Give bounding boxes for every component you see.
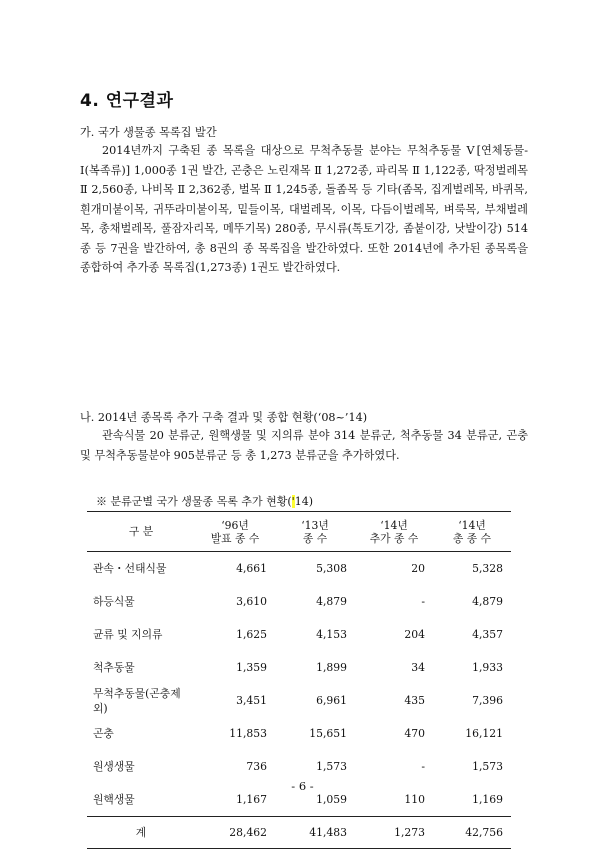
cell-v13: 4,879 (316, 595, 347, 608)
section-heading: 4. 연구결과 (80, 91, 174, 111)
cell-v96: 1,167 (236, 793, 267, 806)
cell-add14: 20 (411, 562, 425, 575)
cell-name: 균류 및 지의류 (93, 628, 163, 641)
cell-total14: 1,573 (472, 760, 503, 773)
cell-total14: 16,121 (465, 727, 503, 740)
subsection-title-a: 가. 국가 생물종 목록집 발간 (80, 126, 217, 139)
cell-total14: 42,756 (433, 817, 511, 849)
cell-v96: 3,451 (236, 694, 267, 707)
subsection-title-b: 나. 2014년 종목록 추가 구축 결과 및 종합 현황(‘08~’14) (80, 411, 368, 424)
cell-v96: 1,359 (236, 661, 267, 674)
cell-v96: 736 (246, 760, 267, 773)
table-caption (96, 493, 313, 509)
caption-highlight: ' (291, 495, 295, 508)
cell-add14: - (421, 595, 425, 608)
table-row (87, 684, 511, 717)
cell-name: 척추동물 (93, 661, 135, 674)
table-total-row (87, 817, 511, 849)
cell-v13: 15,651 (309, 727, 347, 740)
table-row (87, 585, 511, 618)
paragraph-b: 관속식물 20 분류군, 원핵생물 및 지의류 분야 314 분류군, 척추동물 34 분류군, 곤충 및 무척추동물분야 905분류군 등 총 1,273 분류군을 추가하였다. (80, 429, 528, 462)
table-row (87, 651, 511, 684)
table-row (87, 717, 511, 750)
cell-v13: 5,308 (316, 562, 347, 575)
cell-total14: 5,328 (472, 562, 503, 575)
header-2014-total: ‘14년 총 종 수 (433, 512, 511, 552)
cell-v96: 3,610 (236, 595, 267, 608)
cell-add14: 470 (404, 727, 425, 740)
cell-v13: 41,483 (275, 817, 355, 849)
cell-name: 관속・선태식물 (93, 562, 167, 575)
cell-v96: 1,625 (236, 628, 267, 641)
cell-name: 곤충 (93, 727, 114, 740)
species-table (87, 511, 511, 849)
cell-v96: 11,853 (229, 727, 267, 740)
cell-add14: 204 (404, 628, 425, 641)
header-1996: ‘96년 발표 종 수 (195, 512, 275, 552)
cell-add14: - (421, 760, 425, 773)
cell-add14: 1,273 (355, 817, 433, 849)
cell-total14: 4,357 (472, 628, 503, 641)
cell-add14: 110 (404, 793, 425, 806)
cell-add14: 34 (411, 661, 425, 674)
paragraph-a: 2014년까지 구축된 종 목록을 대상으로 무척추동물 분야는 무척추동물 Ⅴ[연체동물-Ⅰ(복족류)] 1,000종 1권 발간, 곤충은 노린재목 Ⅱ 1,272종, 파리목 Ⅱ 1,122종, 딱정벌레목 Ⅱ 2,560종, 나비목 Ⅱ 2,362종, 벌목 Ⅱ 1,245종, 돌좀목 등 기타(좀목, 집게벌레목, 바퀴목, 흰개미붙이목, 귀뚜라미붙이목, 밑들이목, 대벌레목, 이목, 다듬이벌레목, 벼룩목, 부채벌레목, 총채벌레목, 풀잠자리목, 메뚜기목) 280종, 무시류(톡토기강, 좀붙이강, 낫발이강) 514종 등 7권을 발간하여, 총 8권의 종 목록집을 발간하였다. 또한 2014년에 추가된 종목록을 종합하여 추가종 목록집(1,273종) 1권도 발간하였다. (80, 144, 528, 274)
page-number: - 6 - (291, 779, 314, 793)
cell-name: 계 (87, 817, 195, 849)
header-category: 구 분 (87, 512, 195, 552)
header-2013: ‘13년 종 수 (275, 512, 355, 552)
caption-text: ※ 분류군별 국가 생물종 목록 추가 현황( (96, 495, 292, 508)
table-header-row (87, 512, 511, 552)
cell-v13: 1,573 (316, 760, 347, 773)
cell-name: 원생생물 (93, 760, 135, 773)
header-2014-added: ‘14년 추가 종 수 (355, 512, 433, 552)
cell-v13: 1,899 (316, 661, 347, 674)
cell-add14: 435 (404, 694, 425, 707)
cell-v13: 6,961 (316, 694, 347, 707)
cell-name: 무척추동물(곤충제외) (93, 686, 181, 715)
table-row (87, 618, 511, 651)
cell-v96: 4,661 (236, 562, 267, 575)
cell-total14: 1,933 (472, 661, 503, 674)
cell-v96: 28,462 (195, 817, 275, 849)
cell-name: 하등식물 (93, 595, 135, 608)
cell-v13: 4,153 (316, 628, 347, 641)
caption-suffix: 14) (294, 495, 313, 508)
cell-v13: 1,059 (316, 793, 347, 806)
cell-name: 원핵생물 (93, 793, 135, 806)
table-body (87, 552, 511, 849)
cell-total14: 1,169 (472, 793, 503, 806)
table-row (87, 552, 511, 586)
cell-total14: 4,879 (472, 595, 503, 608)
cell-total14: 7,396 (472, 694, 503, 707)
